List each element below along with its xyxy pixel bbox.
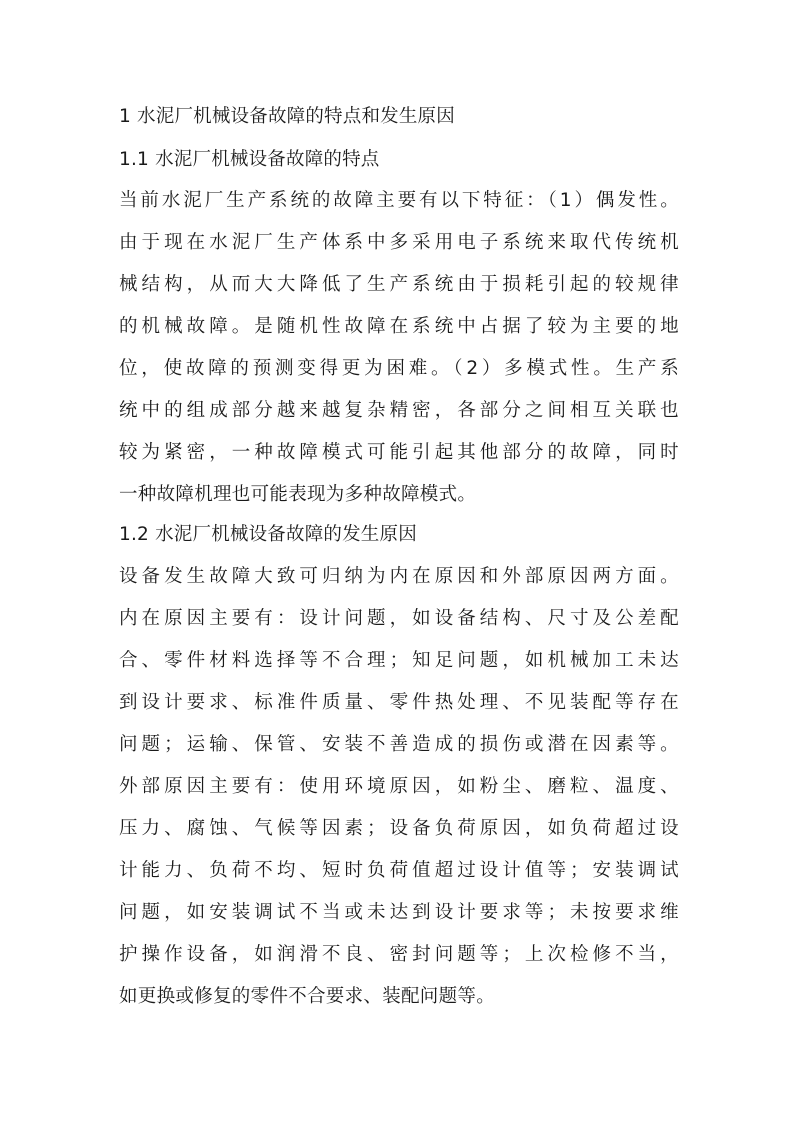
paragraph-2-line: 如更换或修复的零件不合要求、装配问题等。 [119,986,496,1007]
paragraph-1-line: 的机械故障。是随机性故障在系统中占据了较为主要的地 [119,316,679,337]
paragraph-2-line: 问题，如安装调试不当或未达到设计要求等；未按要求维 [119,902,679,923]
paragraph-2-line: 内在原因主要有：设计问题，如设备结构、尺寸及公差配 [119,608,679,629]
paragraph-2-line: 压力、腐蚀、气候等因素；设备负荷原因，如负荷超过设 [119,818,679,839]
paragraph-1-line: 统中的组成部分越来越复杂精密，各部分之间相互关联也 [119,400,679,421]
section-1-2-heading: 1.2 水泥厂机械设备故障的发生原因 [119,524,417,545]
paragraph-1-line: 较为紧密，一种故障模式可能引起其他部分的故障，同时 [119,442,679,463]
paragraph-1-line: 位，使故障的预测变得更为困难。（2）多模式性。生产系 [119,358,679,379]
paragraph-2-line: 合、零件材料选择等不合理；知足问题，如机械加工未达 [119,650,679,671]
paragraph-2-line: 外部原因主要有：使用环境原因，如粉尘、磨粒、温度、 [119,776,679,797]
paragraph-2-line: 计能力、负荷不均、短时负荷值超过设计值等；安装调试 [119,860,679,881]
paragraph-1-line: 由于现在水泥厂生产体系中多采用电子系统来取代传统机 [119,232,679,253]
paragraph-1-line: 一种故障机理也可能表现为多种故障模式。 [119,484,477,505]
paragraph-2-line: 到设计要求、标准件质量、零件热处理、不见装配等存在 [119,692,679,713]
paragraph-2-line: 护操作设备，如润滑不良、密封问题等；上次检修不当， [119,944,679,965]
paragraph-2-line: 设备发生故障大致可归纳为内在原因和外部原因两方面。 [119,566,679,587]
paragraph-2-line: 问题；运输、保管、安装不善造成的损伤或潜在因素等。 [119,734,679,755]
paragraph-1-line: 当前水泥厂生产系统的故障主要有以下特征：（1）偶发性。 [119,190,679,211]
section-1-1-heading: 1.1 水泥厂机械设备故障的特点 [119,149,380,170]
section-1-heading: 1 水泥厂机械设备故障的特点和发生原因 [119,106,455,127]
paragraph-1-line: 械结构，从而大大降低了生产系统由于损耗引起的较规律 [119,274,679,295]
